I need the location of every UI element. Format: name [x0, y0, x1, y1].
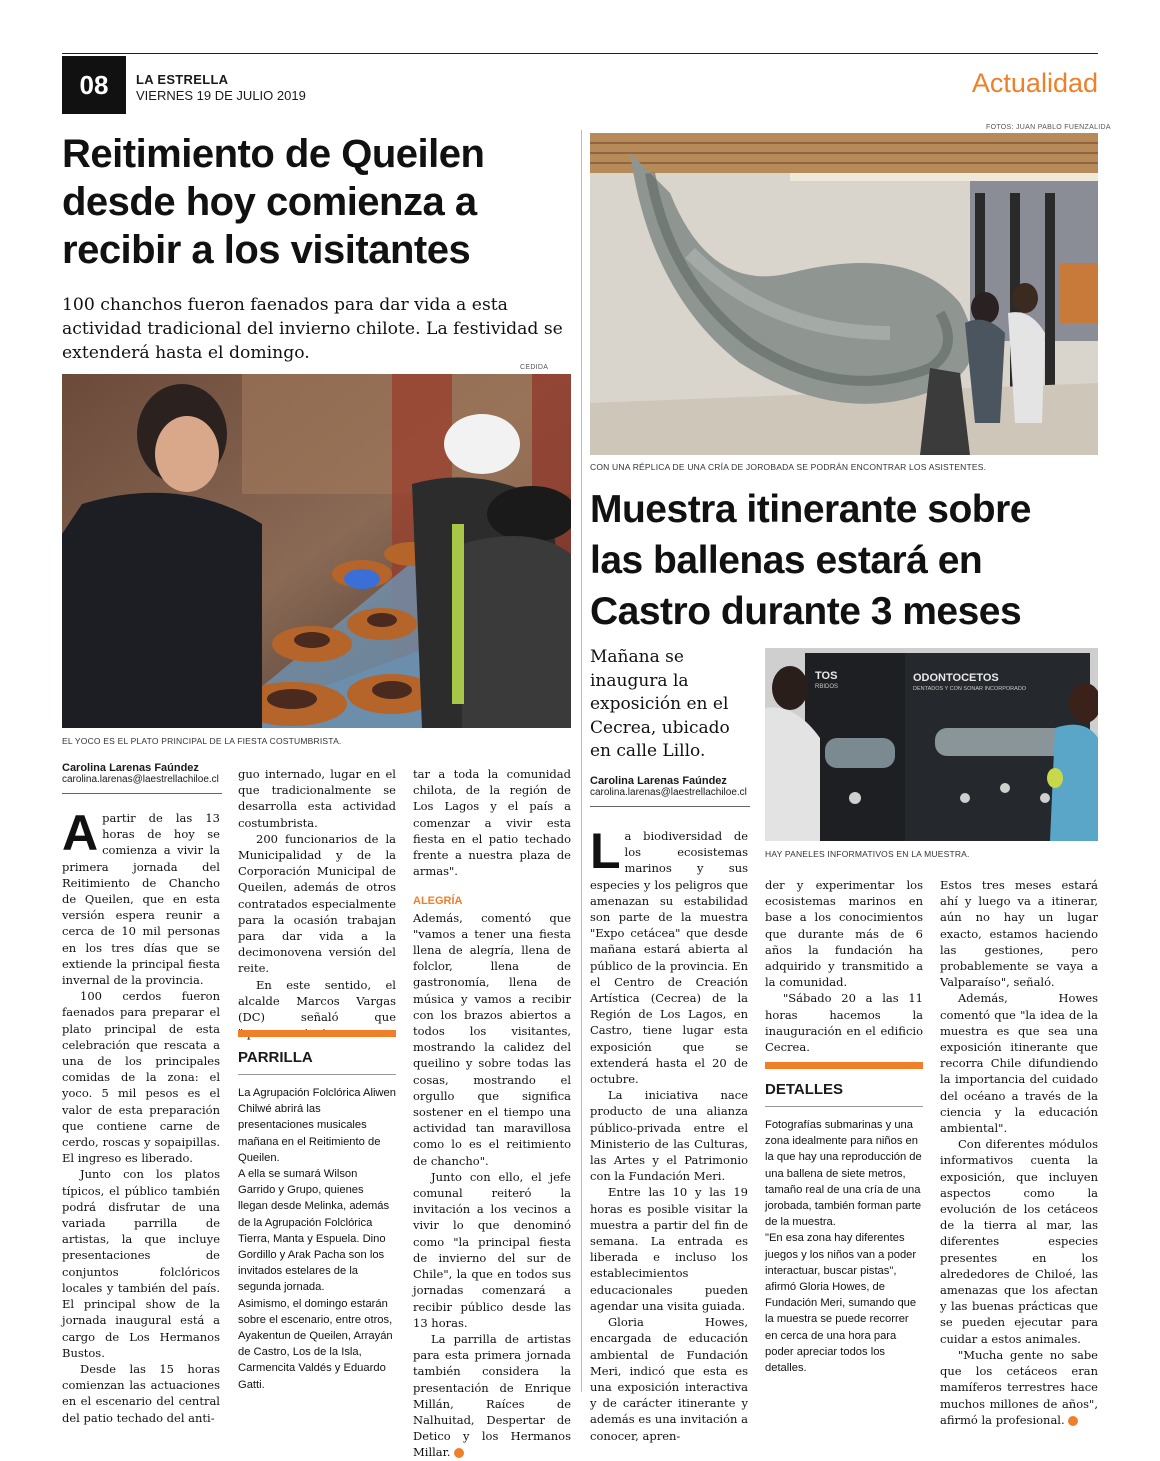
paragraph: guo internado, lugar en el que tradicionalmente se desarrolla esta actividad costumbrista. [238, 767, 396, 830]
story2-photo [590, 133, 1098, 455]
headline-line: Muestra itinerante sobre [590, 488, 1031, 531]
headline-line: desde hoy comienza a [62, 180, 477, 224]
story2-column-2 [765, 877, 923, 1055]
story2-photo-2 [765, 648, 1098, 841]
story2-column-3 [940, 877, 1098, 1428]
story2-photo-2-caption: HAY PANELES INFORMATIVOS EN LA MUESTRA. [765, 849, 970, 859]
paragraph: Fotografías submarinas y una zona idealmente para niños en la que hay una reproducción de una ballena de siete metros, tamaño real de una cría de una jorobada, también forman parte de la muestra. [765, 1119, 922, 1229]
headline-line: recibir a los visitantes [62, 228, 471, 272]
byline-email: carolina.larenas@laestrellachiloe.cl [62, 774, 219, 785]
headline-line: Castro durante 3 meses [590, 590, 1022, 633]
panel-left-title: TOS [815, 670, 838, 682]
story2-column-1 [590, 823, 748, 1444]
story1-deck: 100 chanchos fueron faenados para dar vida a esta actividad tradicional del invierno chilote. La festividad se extenderá hasta el domingo. [62, 295, 563, 363]
detalles-box [765, 1062, 923, 1376]
box-accent-bar [765, 1062, 923, 1069]
paragraph: En este sentido, el alcalde Marcos Vargas (DC) señaló que [238, 977, 396, 1025]
story1-photo [62, 374, 571, 728]
box-accent-bar [238, 1030, 396, 1037]
paragraph: Estos tres meses estará ahí y luego va a itinerar, aún no hay un lugar exacto, estamos haciendo las gestiones, pero probablemente se vaya a Valparaíso", señaló. [940, 878, 1098, 990]
story2-photo-caption: CON UNA RÉPLICA DE UNA CRÍA DE JOROBADA SE PODRÁN ENCONTRAR LOS ASISTENTES. [590, 462, 987, 472]
paragraph: Con diferentes módulos informativos cuenta la exposición, que incluyen aspectos como la evolución de los cetáceos de la tierra al mar, las diferentes especies presentes en los alrededores de Chiloé, las amenazas que los afectan y las buenas prácticas que se pueden ejecutar para cuidar a estos animales. [940, 1137, 1098, 1346]
paragraph: 100 cerdos fueron faenados para preparar el plato principal de esta celebración que rescata a una de los principales comidas de la zona: el yoco. 5 mil pesos es el valor de esta preparación que contiene carne de cerdo, roscas y sopaipillas. El ingreso es liberado. [62, 989, 220, 1166]
paragraph: La Agrupación Folclórica Aliwen Chilwé abrirá las presentaciones musicales mañana en el Reitimiento de Queilen. [238, 1087, 396, 1164]
paragraph: 200 funcionarios de la Municipalidad y de la Corporación Municipal de Queilen, además de otros contratados especialmente para la ocasión trabajan para dar vida a la decimonovena versión del reite. [238, 831, 396, 976]
box-title: DETALLES [765, 1081, 844, 1098]
byline-email: carolina.larenas@laestrellachiloe.cl [590, 787, 747, 798]
paragraph: Junto con ello, el jefe comunal reiteró la invitación a los vecinos a vivir lo que denominó como "la principal fiesta de invierno del sur de Chile", la que en todos sus jornadas comenzará a recibir público desde las 13 horas. [413, 1169, 571, 1330]
newspaper-name: LA ESTRELLA [136, 72, 229, 87]
parrilla-box [238, 1030, 396, 1393]
paragraph [940, 1347, 1098, 1428]
paragraph [413, 1331, 571, 1461]
paragraph: Junto con los platos típicos, el público también podrá disfrutar de una variada parrilla de artistas, la que incluye presentaciones de conjuntos folclóricos locales y también del país. El principal show de la jornada inaugural está a cargo de Los Hermanos Bustos. [62, 1167, 220, 1360]
story1-headline [62, 130, 562, 274]
paragraph: Asimismo, el domingo estarán sobre el escenario, entre otros, Ayakentun de Queilen, Arrayán de Castro, Los de la Isla, Carmencita Valdés y Eduardo Gatti. [238, 1297, 393, 1391]
paragraph: "Sábado 20 a las 11 horas hacemos la inauguración en el edificio Cecrea. [765, 991, 923, 1055]
paragraph: tar a toda la comunidad chilota, de la región de Los Lagos y el país a comenzar a vivir esta fiesta en el patio techado frente a nuestra plaza de armas". [413, 767, 571, 879]
paragraph: La iniciativa nace producto de una alianza público-privada entre el Ministerio de las Culturas, las Artes y el Patrimonio con la Fundación Meri. [590, 1088, 748, 1184]
story1-column-1 [62, 805, 220, 1426]
dropcap: L [590, 823, 621, 879]
paragraph: a biodiversidad de los ecosistemas marinos y sus especies y los peligros que amenazan su estabilidad son parte de la muestra "Expo cetácea" que desde mañana estará abierta al público de la provincia. En el Centro de Creación Artística (Cecrea) de la Región de Los Lagos, en Castro, tiene lugar esta exposición que se extenderá hasta el 20 de octubre. [590, 829, 748, 1087]
story2-headline [590, 484, 1100, 637]
yoco-serving-photo [62, 374, 571, 728]
story1-photo-caption: EL YOCO ES EL PLATO PRINCIPAL DE LA FIESTA COSTUMBRISTA. [62, 736, 342, 746]
paragraph: Además, Howes comentó que "la idea de la muestra es que sea una exposición itinerante que recorra Chile difundiendo la importancia del cuidado del océano a través de la ciencia y la educación ambiental". [940, 991, 1098, 1136]
page-number: 08 [62, 56, 126, 114]
box-rule [765, 1106, 923, 1107]
paragraph-text: "Mucha gente no sabe que los cetáceos eran mamíferos terrestres hace muchos millones de años", afirmó la profesional. [940, 1347, 1098, 1427]
column-divider [581, 130, 582, 1392]
headline-line: las ballenas estará en [590, 539, 983, 582]
paragraph: partir de las 13 horas de hoy se comienza a vivir la primera jornada del Reitimiento de Chancho de Queilen, que en esta versión espera reunir a cerca de 10 mil personas en los tres días que se extiende la principal fiesta invernal de la provincia. [62, 811, 220, 988]
byline-name: Carolina Larenas Faúndez [62, 762, 199, 774]
paragraph: Entre las 10 y las 19 horas es posible visitar la muestra a partir del fin de semana. La entrada es liberada e incluso los establecimientos educacionales pueden agendar una visita guiada. [590, 1185, 748, 1313]
byline-name: Carolina Larenas Faúndez [590, 775, 727, 787]
paragraph: "En esa zona hay diferentes juegos y los niños van a poder interactuar, buscar pistas", afirmó Gloria Howes, de Fundación Meri, sumando que la muestra se puede recorrer en cerca de una hora para poder apreciar todos los detalles. [765, 1232, 917, 1375]
paragraph: der y experimentar los ecosistemas marinos en base a los conocimientos que durante más de 6 años la fundación ha adquirido y transmitido a la comunidad. [765, 878, 923, 990]
paragraph: Gloria Howes, encargada de educación ambiental de Fundación Meri, indicó que esta es una exposición interactiva y de carácter itinerante y además es una invitación a conocer, apren- [590, 1315, 748, 1443]
panel-title: ODONTOCETOS [913, 672, 999, 684]
story1-byline [62, 762, 232, 785]
top-rule [62, 53, 1098, 54]
panel-left-subtitle: RBIDOS [815, 684, 839, 690]
paragraph: Desde las 15 horas comienzan las actuaciones en el escenario del central del patio techado del anti- [62, 1361, 220, 1425]
subhead: ALEGRÍA [413, 895, 463, 908]
story2-photo-credit: FOTOS: JUAN PABLO FUENZALIDA [986, 124, 1111, 131]
box-text [765, 1117, 923, 1376]
issue-date: VIERNES 19 DE JULIO 2019 [136, 88, 306, 103]
end-mark-icon [1068, 1416, 1078, 1426]
byline-rule [590, 806, 750, 807]
section-title: Actualidad [971, 68, 1098, 98]
byline-rule [62, 793, 222, 794]
story1-photo-credit: CEDIDA [520, 364, 549, 371]
box-rule [238, 1074, 396, 1075]
panel-subtitle: DENTADOS Y CON SONAR INCORPORADO [913, 686, 1027, 692]
story2-deck: Mañana se inaugura la exposición en el Cecrea, ubicado en calle Lillo. [590, 647, 730, 761]
paragraph-text: La parrilla de artistas para esta primera jornada también considera la presentación de Enrique Millán, Raíces de Nalhuitad, Despertar de Detico y los Hermanos Millar. [413, 1331, 571, 1460]
whale-replica-photo [590, 133, 1098, 455]
paragraph: A ella se sumará Wilson Garrido y Grupo, quienes llegan desde Melinka, además de la Agrupación Folclórica Tierra, Manta y Espuela. Dino Gordillo y Arak Pacha son los invitados estelares de la segunda jornada. [238, 1168, 390, 1294]
story1-column-3 [413, 766, 571, 1461]
box-text [238, 1085, 396, 1393]
dropcap: A [62, 805, 99, 861]
story1-column-2 [238, 766, 396, 1041]
story2-byline [590, 775, 760, 798]
paragraph: Además, comentó que "vamos a tener una fiesta llena de alegría, llena de folclor, llena de gastronomía, llena de música y vamos a recibir con los brazos abiertos a todos los visitantes, mostrando la calidez del queilino y sobre todas las cosas, mostrando el orgullo que significa sostener en el tiempo una actividad tan maravillosa como lo es el reitimiento de chancho". [413, 910, 571, 1168]
headline-line: Reitimiento de Queilen [62, 132, 485, 176]
box-title: PARRILLA [238, 1049, 313, 1066]
